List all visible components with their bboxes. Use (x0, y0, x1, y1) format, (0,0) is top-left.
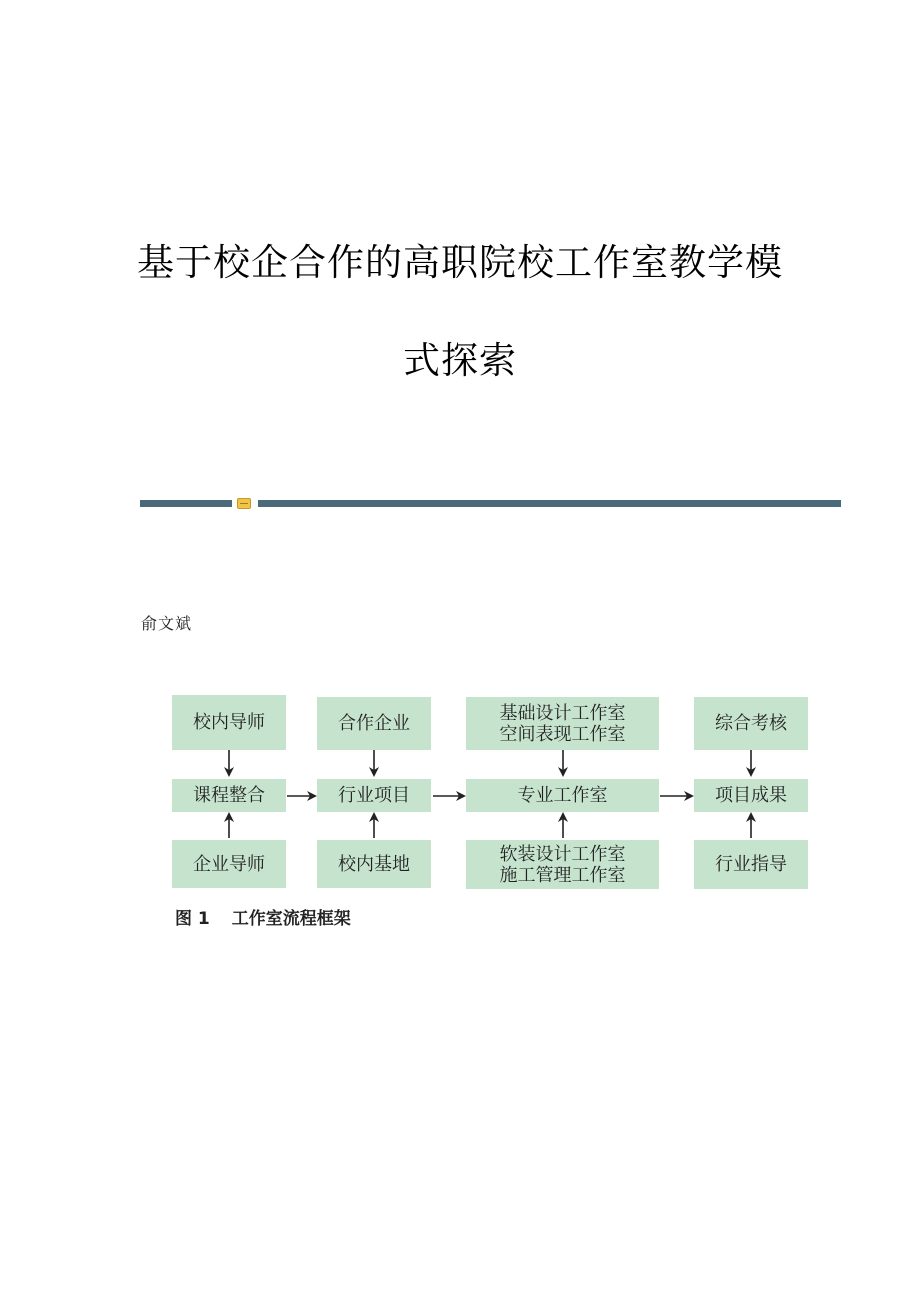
box-col3-bottom-line2: 施工管理工作室 (499, 864, 626, 886)
box-col4-top (694, 697, 808, 750)
figure-caption-number: 图 1 (175, 909, 210, 929)
figure-caption-text: 工作室流程框架 (231, 909, 351, 929)
figure-caption (175, 904, 351, 929)
box-col1-top (172, 695, 286, 750)
divider-marker-icon (237, 498, 251, 509)
title-divider (140, 498, 841, 508)
box-col1-middle (172, 779, 286, 812)
box-col3-top-line2: 空间表现工作室 (499, 723, 626, 745)
box-col2-top (317, 697, 431, 750)
box-col1-bottom-line1: 企业导师 (193, 853, 265, 875)
divider-bar-right (258, 500, 841, 507)
box-col3-middle (466, 779, 659, 812)
document-title-line-2: 式探索 (403, 339, 517, 382)
author-name: 俞文斌 (141, 614, 193, 633)
box-col4-top-line1: 综合考核 (715, 713, 787, 734)
box-col2-bottom-line1: 校内基地 (338, 853, 410, 875)
box-col3-bottom-line1: 软装设计工作室 (499, 843, 626, 865)
box-col2-bottom (317, 840, 431, 888)
box-col4-bottom-line1: 行业指导 (715, 854, 787, 875)
box-col1-middle-label: 课程整合 (193, 785, 265, 806)
box-col3-top-line1: 基础设计工作室 (499, 702, 626, 724)
box-col2-middle-label: 行业项目 (338, 785, 410, 806)
box-col3-top (466, 697, 659, 750)
box-col2-top-line1: 合作企业 (338, 713, 410, 734)
box-col1-top-line1: 校内导师 (193, 712, 265, 733)
box-col4-middle-label: 项目成果 (715, 785, 787, 806)
box-col2-middle (317, 779, 431, 812)
box-col3-middle-label: 专业工作室 (517, 785, 608, 806)
box-col3-bottom (466, 840, 659, 889)
document-title-line-1: 基于校企合作的高职院校工作室教学模 (137, 241, 783, 284)
box-col4-bottom (694, 840, 808, 889)
box-col1-bottom (172, 840, 286, 888)
divider-bar-left (140, 500, 232, 507)
box-col4-middle (694, 779, 808, 812)
